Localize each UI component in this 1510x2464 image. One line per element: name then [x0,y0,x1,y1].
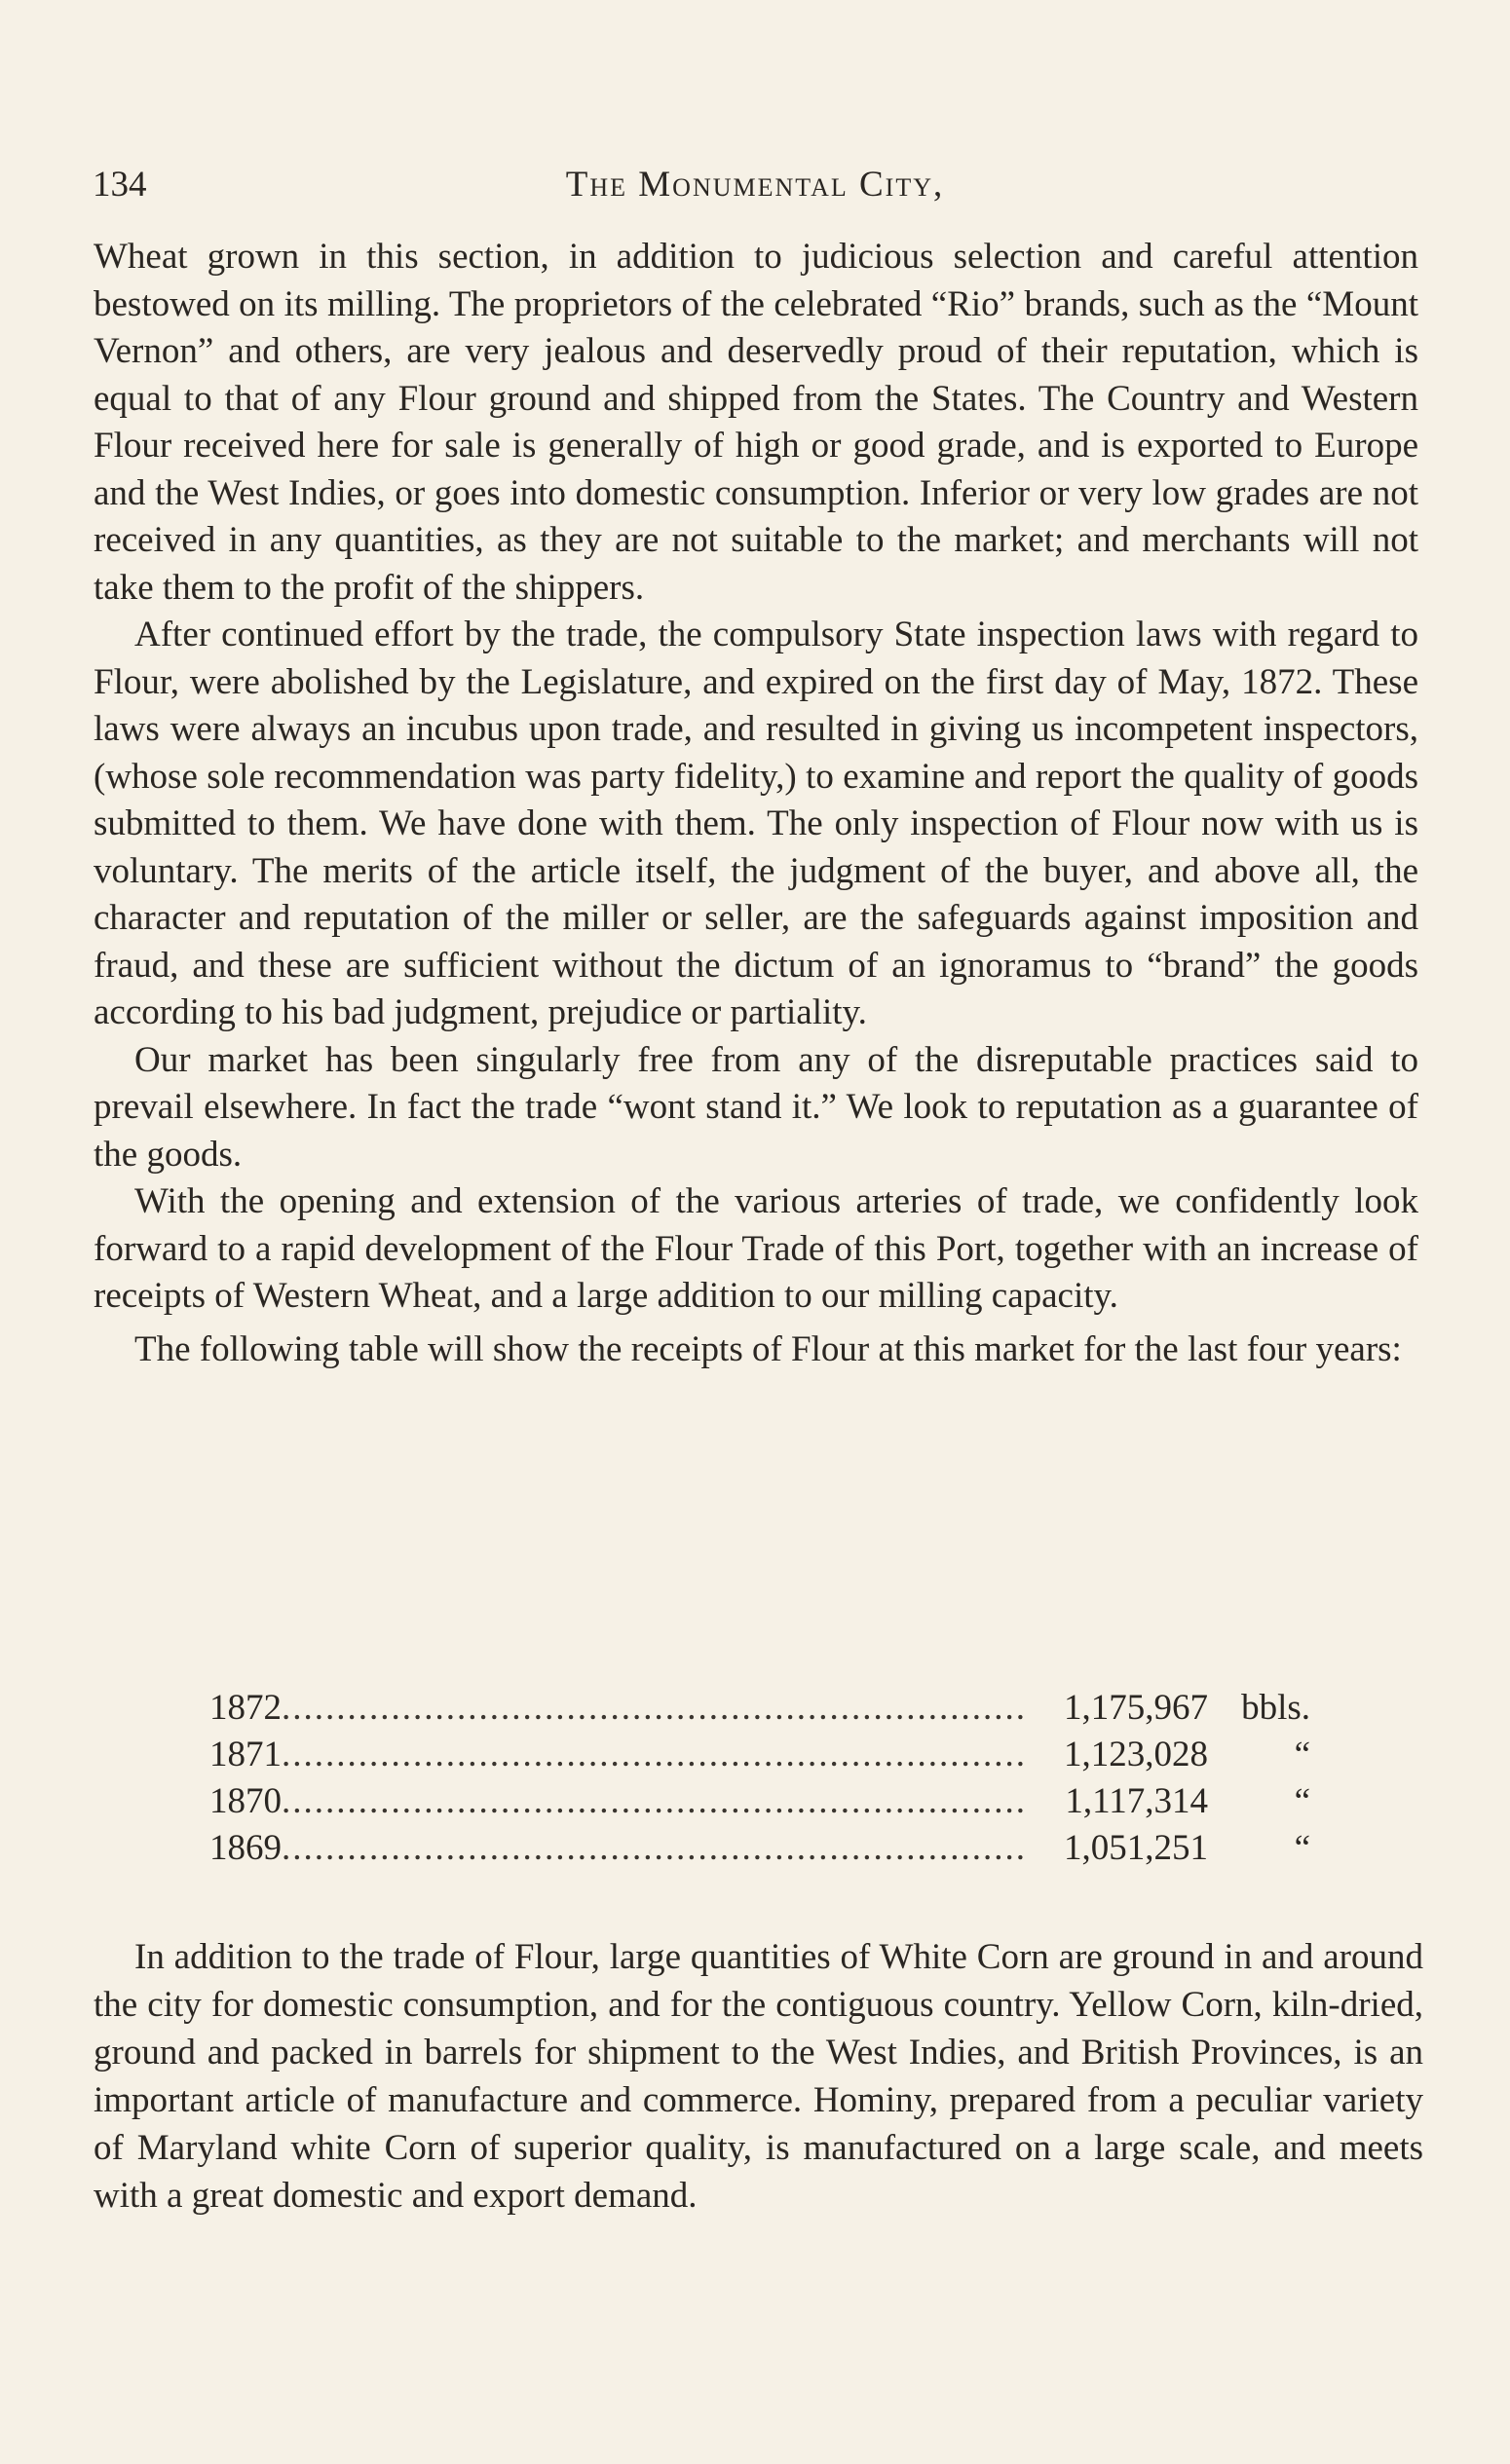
year-cell: 1871 [209,1735,282,1774]
year-cell: 1870 [209,1781,282,1821]
table-row [209,1778,1310,1825]
paragraph-rio-brands: Wheat grown in this section, in addition to judicious selection and careful attention bestowed on its milling. The proprietors of the celebrated “Rio” brands, such as the “Mount Vernon” and others, are very jealous and deservedly proud of their reputation, which is equal to that of any Flour ground and shipped from the States. The Country and Western Flour received here for sale is generally of high or good grade, and is exported to Europe and the West Indies, or goes into domestic consumption. Inferior or very low grades are not received in any quantities, as they are not suitable to the market; and merchants will not take them to the profit of the shippers. [94,237,1418,608]
table-row [209,1732,1310,1778]
dot-leader [282,1732,1028,1778]
running-head [93,161,1417,209]
unit-cell: bbls. [1241,1688,1310,1728]
paragraph-white-corn: In addition to the trade of Flour, large quantities of White Corn are ground in and around the city for domestic consumption, and for the contiguous country. Yellow Corn, kiln-dried, ground and packed in barrels for shipment to the West Indies, and British Provinces, is an important article of manufacture and commerce. Hominy, prepared from a peculiar variety of Maryland white Corn of superior quality, is manufactured on a large scale, and meets with a great domestic and export demand. [94,1937,1423,2216]
unit-cell: “ [1294,1735,1310,1774]
running-title: The Monumental City, [565,165,945,205]
table-row [209,1685,1310,1732]
paragraph-table-intro: The following table will show the receipts of Flour at this market for the last four years: [134,1328,1402,1369]
paragraph-inspection-laws: After continued effort by the trade, the compulsory State inspection laws with regard to Flour, were abolished by the Legislature, and expired on the first day of May, 1872. These laws were always an incubus upon trade, and resulted in giving us incompetent inspectors, (whose sole recommendation was party fidelity,) to examine and report the quality of goods submitted to them. We have done with them. The only inspection of Flour now with us is voluntary. The merits of the article itself, the judgment of the buyer, and above all, the character and reputation of the miller or seller, are the safeguards against imposition and fraud, and these are sufficient without the dictum of an ignoramus to “brand” the goods according to his bad judgment, prejudice or partiality. [94,615,1418,1032]
paragraph-trade-development: With the opening and extension of the various arteries of trade, we confidently look forward to a rapid development of the Flour Trade of this Port, together with an increase of receipts of Western Wheat, and a large addition to our milling capacity. [94,1181,1418,1316]
dot-leader [282,1685,1028,1732]
year-cell: 1872 [209,1688,282,1728]
paragraph-market-reputation: Our market has been singularly free from any of the disreputable practices said to prevail elsewhere. In fact the trade “wont stand it.” We look to reputation as a guarantee of the goods. [94,1039,1418,1175]
flour-receipts-table [209,1685,1310,1872]
amount-cell: 1,051,251 [1064,1828,1208,1868]
amount-cell: 1,117,314 [1065,1781,1208,1821]
dot-leader [282,1825,1028,1872]
year-cell: 1869 [209,1828,282,1868]
page-number: 134 [93,165,147,205]
dot-leader [282,1778,1028,1825]
amount-cell: 1,123,028 [1064,1735,1208,1774]
closing-section [94,1933,1423,2220]
unit-cell: “ [1294,1828,1310,1868]
unit-cell: “ [1294,1781,1310,1821]
table-row [209,1825,1310,1872]
body-text [94,234,1418,1373]
amount-cell: 1,175,967 [1064,1688,1208,1728]
